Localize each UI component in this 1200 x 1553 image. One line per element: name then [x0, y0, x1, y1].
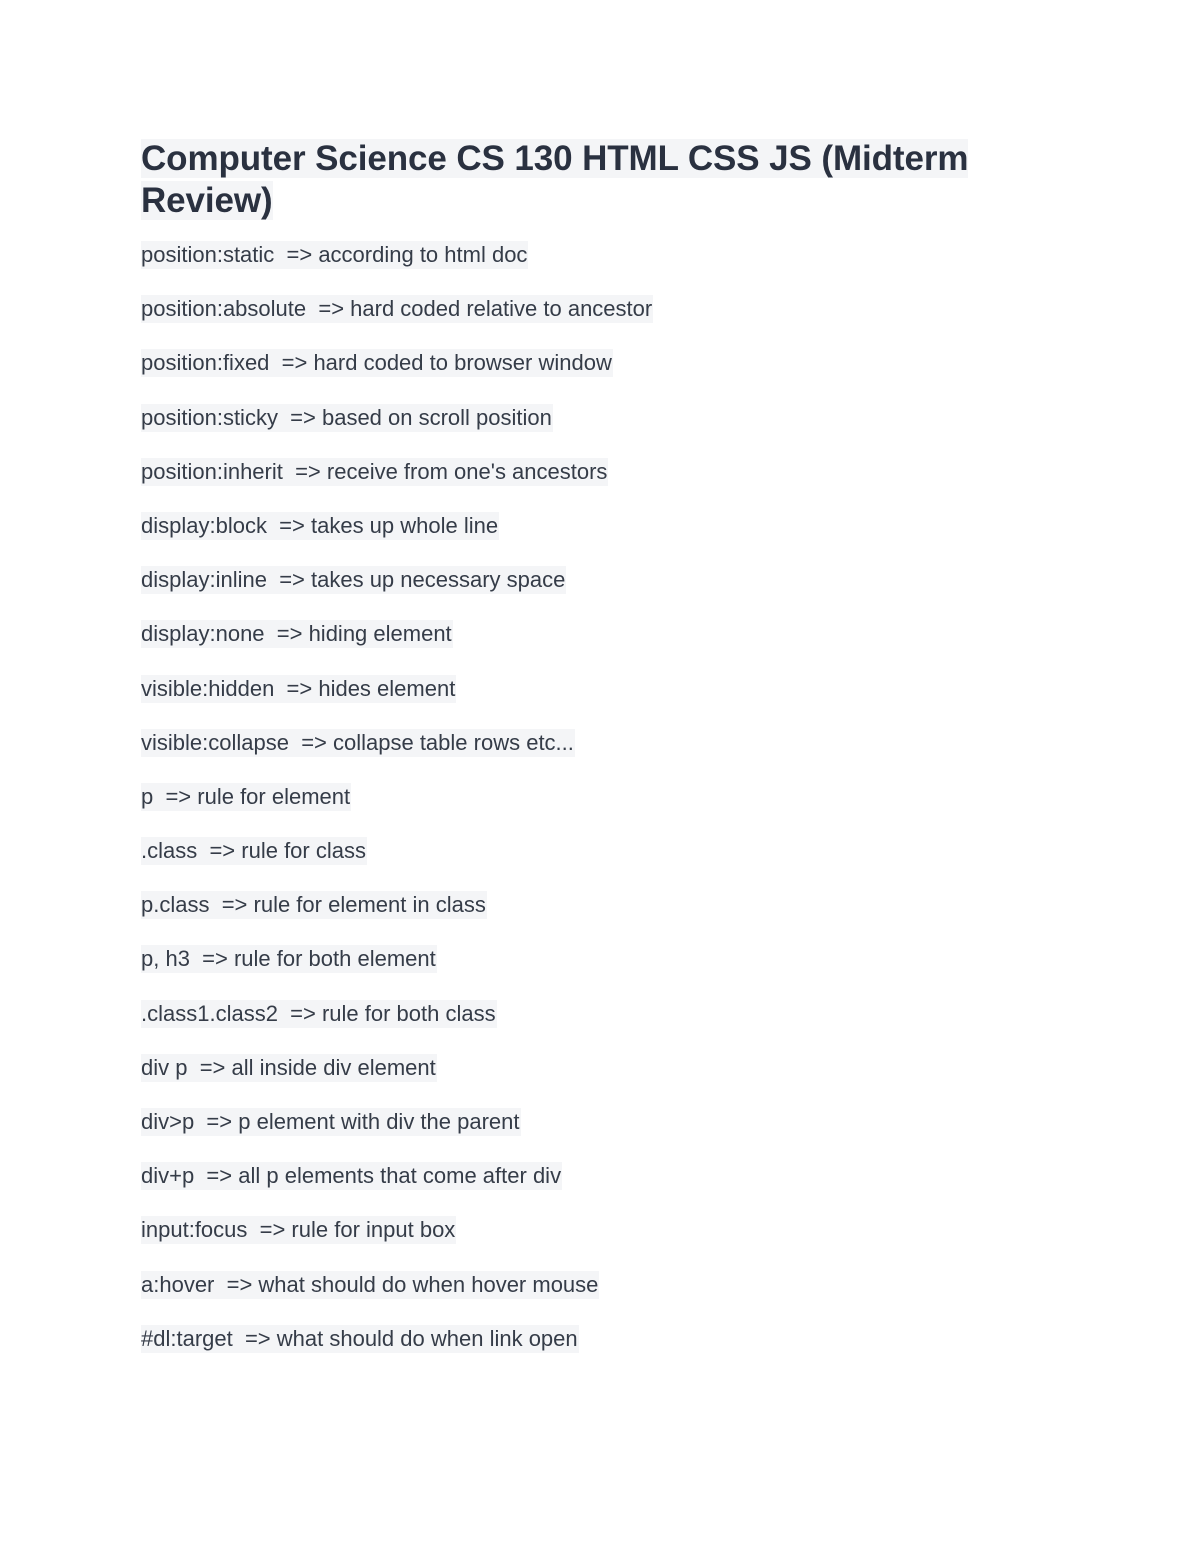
list-item: a:hover => what should do when hover mouse: [141, 1271, 599, 1297]
list-item: div+p => all p elements that come after div: [141, 1163, 562, 1189]
list-item: visible:hidden => hides element: [141, 675, 456, 701]
list-item: p.class => rule for element in class: [141, 892, 486, 918]
list-item: position:inherit => receive from one's ancestors: [141, 458, 608, 484]
list-item: input:focus => rule for input box: [141, 1217, 456, 1243]
list-item: position:static => according to html doc: [141, 242, 528, 267]
list-item: p => rule for element: [141, 783, 351, 809]
list-item: .class => rule for class: [141, 838, 366, 864]
list-item: .class1.class2 => rule for both class: [141, 1000, 496, 1026]
list-item: p, h3 => rule for both element: [141, 946, 436, 972]
list-item: display:block => takes up whole line: [141, 512, 499, 538]
css-notes-list: [141, 242, 1081, 1380]
list-item: position:sticky => based on scroll position: [141, 404, 552, 430]
list-item: div>p => p element with div the parent: [141, 1109, 520, 1134]
list-item: display:none => hiding element: [141, 621, 452, 647]
page-title: [141, 138, 1081, 222]
document-page: [141, 138, 1081, 1380]
list-item: #dl:target => what should do when link open: [141, 1325, 578, 1351]
list-item: position:fixed => hard coded to browser window: [141, 350, 612, 376]
list-item: div p => all inside div element: [141, 1054, 436, 1080]
list-item: position:absolute => hard coded relative to ancestor: [141, 296, 653, 322]
page-title-text: Computer Science CS 130 HTML CSS JS (Midterm Review): [141, 139, 969, 220]
list-item: visible:collapse => collapse table rows etc...: [141, 729, 574, 755]
list-item: display:inline => takes up necessary space: [141, 567, 566, 593]
